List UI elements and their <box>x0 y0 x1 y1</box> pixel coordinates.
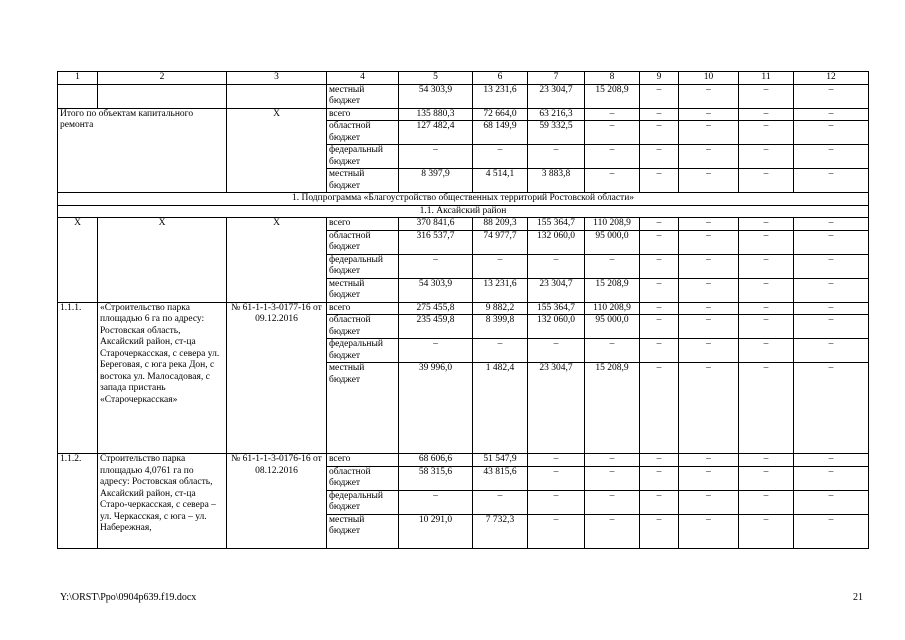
value-cell: 132 060,0 <box>528 230 585 254</box>
value-cell: – <box>739 230 794 254</box>
value-cell: 23 304,7 <box>528 278 585 302</box>
value-cell: 15 208,9 <box>585 363 640 454</box>
value-cell: – <box>640 363 679 454</box>
value-cell: – <box>794 230 869 254</box>
row-label: областной бюджет <box>327 315 399 339</box>
value-cell: – <box>679 514 739 548</box>
empty-cell <box>58 84 98 108</box>
object-number: 1.1.2. <box>58 454 98 549</box>
value-cell: – <box>585 145 640 169</box>
column-header: 4 <box>327 72 399 85</box>
value-cell: – <box>528 339 585 363</box>
value-cell: – <box>679 490 739 514</box>
value-cell: 3 883,8 <box>528 169 585 193</box>
value-cell: – <box>640 454 679 467</box>
value-cell: – <box>473 254 528 278</box>
value-cell: – <box>399 490 473 514</box>
value-cell: – <box>794 254 869 278</box>
row-label: областной бюджет <box>327 121 399 145</box>
value-cell: – <box>679 218 739 231</box>
value-cell: 23 304,7 <box>528 84 585 108</box>
row-label: всего <box>327 454 399 467</box>
value-cell: 39 996,0 <box>399 363 473 454</box>
object-name: «Строительство парка площадью 6 га по адресу: Ростовская область, Аксайский район, ст-ца Старочеркасская, с севера ул. Береговая, с юга река Дон, с востока ул. Малосадовая, с запада пристань «Старочеркасская» <box>98 302 227 454</box>
object-number: 1.1.1. <box>58 302 98 454</box>
value-cell: – <box>585 108 640 121</box>
value-cell: – <box>640 121 679 145</box>
row-label: областной бюджет <box>327 466 399 490</box>
value-cell: – <box>679 363 739 454</box>
row-label: федеральный бюджет <box>327 254 399 278</box>
value-cell: 155 364,7 <box>528 218 585 231</box>
value-cell: – <box>473 490 528 514</box>
column-header: 7 <box>528 72 585 85</box>
value-cell: – <box>794 490 869 514</box>
value-cell: – <box>640 339 679 363</box>
value-cell: – <box>739 121 794 145</box>
value-cell: – <box>640 218 679 231</box>
value-cell: – <box>585 254 640 278</box>
total-title: Итого по объектам капитального ремонта <box>58 108 227 193</box>
value-cell: – <box>739 278 794 302</box>
value-cell: – <box>794 121 869 145</box>
value-cell: – <box>739 490 794 514</box>
row-label: всего <box>327 218 399 231</box>
value-cell: – <box>640 169 679 193</box>
value-cell: 54 303,9 <box>399 278 473 302</box>
value-cell: 4 514,1 <box>473 169 528 193</box>
column-header: 5 <box>399 72 473 85</box>
value-cell: – <box>794 302 869 315</box>
value-cell: – <box>640 108 679 121</box>
value-cell: 132 060,0 <box>528 315 585 339</box>
value-cell: – <box>679 302 739 315</box>
table-row <box>58 218 869 231</box>
value-cell: – <box>640 145 679 169</box>
column-header: 2 <box>98 72 227 85</box>
value-cell: – <box>640 315 679 339</box>
value-cell: 135 880,3 <box>399 108 473 121</box>
value-cell: – <box>640 278 679 302</box>
value-cell: – <box>739 145 794 169</box>
value-cell: 235 459,8 <box>399 315 473 339</box>
value-cell: – <box>399 254 473 278</box>
row-label: местный бюджет <box>327 278 399 302</box>
value-cell: – <box>640 254 679 278</box>
value-cell: – <box>739 363 794 454</box>
object-document: № 61-1-1-3-0176-16 от 08.12.2016 <box>227 454 327 549</box>
value-cell: – <box>679 84 739 108</box>
value-cell: 7 732,3 <box>473 514 528 548</box>
table-row <box>58 302 869 315</box>
value-cell: – <box>679 278 739 302</box>
section-row <box>58 205 869 218</box>
value-cell: – <box>679 466 739 490</box>
page-number: 21 <box>853 592 863 603</box>
row-label: местный бюджет <box>327 169 399 193</box>
value-cell: 95 000,0 <box>585 230 640 254</box>
value-cell: – <box>794 339 869 363</box>
column-header: 1 <box>58 72 98 85</box>
value-cell: – <box>528 254 585 278</box>
value-cell: – <box>739 218 794 231</box>
value-cell: – <box>528 454 585 467</box>
column-header: 10 <box>679 72 739 85</box>
value-cell: – <box>679 339 739 363</box>
row-label: областной бюджет <box>327 230 399 254</box>
value-cell: 8 397,9 <box>399 169 473 193</box>
value-cell: – <box>739 84 794 108</box>
row-label: федеральный бюджет <box>327 339 399 363</box>
row-label: местный бюджет <box>327 514 399 548</box>
value-cell: 155 364,7 <box>528 302 585 315</box>
value-cell: 74 977,7 <box>473 230 528 254</box>
value-cell: 54 303,9 <box>399 84 473 108</box>
value-cell: – <box>739 315 794 339</box>
empty-cell <box>227 84 327 108</box>
value-cell: 110 208,9 <box>585 218 640 231</box>
value-cell: 68 606,6 <box>399 454 473 467</box>
empty-cell <box>98 84 227 108</box>
value-cell: – <box>585 514 640 548</box>
value-cell: 23 304,7 <box>528 363 585 454</box>
section-row <box>58 193 869 206</box>
budget-table <box>57 71 869 549</box>
row-label: всего <box>327 302 399 315</box>
value-cell: – <box>794 145 869 169</box>
value-cell: – <box>794 315 869 339</box>
row-label: всего <box>327 108 399 121</box>
value-cell: – <box>528 490 585 514</box>
value-cell: – <box>473 339 528 363</box>
value-cell: – <box>473 145 528 169</box>
value-cell: 9 882,2 <box>473 302 528 315</box>
value-cell: – <box>640 490 679 514</box>
table-row <box>58 84 869 108</box>
column-header: 6 <box>473 72 528 85</box>
column-header: 12 <box>794 72 869 85</box>
value-cell: – <box>794 454 869 467</box>
value-cell: – <box>679 169 739 193</box>
value-cell: – <box>794 363 869 454</box>
table-row <box>58 454 869 467</box>
value-cell: – <box>739 466 794 490</box>
value-cell: – <box>528 466 585 490</box>
total-marker: Х <box>227 108 327 193</box>
value-cell: 13 231,6 <box>473 278 528 302</box>
value-cell: – <box>585 121 640 145</box>
value-cell: – <box>640 466 679 490</box>
value-cell: 95 000,0 <box>585 315 640 339</box>
value-cell: – <box>794 108 869 121</box>
value-cell: – <box>640 302 679 315</box>
value-cell: 15 208,9 <box>585 278 640 302</box>
value-cell: – <box>528 145 585 169</box>
value-cell: – <box>585 454 640 467</box>
value-cell: 63 216,3 <box>528 108 585 121</box>
value-cell: – <box>739 454 794 467</box>
column-header: 9 <box>640 72 679 85</box>
value-cell: – <box>794 278 869 302</box>
value-cell: 370 841,6 <box>399 218 473 231</box>
marker-cell: Х <box>98 218 227 303</box>
value-cell: 43 815,6 <box>473 466 528 490</box>
marker-cell: Х <box>58 218 98 303</box>
value-cell: – <box>585 339 640 363</box>
value-cell: – <box>794 169 869 193</box>
value-cell: 72 664,0 <box>473 108 528 121</box>
value-cell: 8 399,8 <box>473 315 528 339</box>
value-cell: – <box>679 145 739 169</box>
file-path: Y:\ORST\Ppo\0904p639.f19.docx <box>60 592 197 603</box>
value-cell: 58 315,6 <box>399 466 473 490</box>
value-cell: 88 209,3 <box>473 218 528 231</box>
value-cell: – <box>399 339 473 363</box>
value-cell: – <box>679 230 739 254</box>
district-title: 1.1. Аксайский район <box>58 205 869 218</box>
value-cell: 59 332,5 <box>528 121 585 145</box>
column-header: 3 <box>227 72 327 85</box>
value-cell: – <box>679 454 739 467</box>
row-label: федеральный бюджет <box>327 490 399 514</box>
value-cell: – <box>739 514 794 548</box>
value-cell: 316 537,7 <box>399 230 473 254</box>
value-cell: – <box>679 108 739 121</box>
value-cell: 275 455,8 <box>399 302 473 315</box>
value-cell: – <box>640 84 679 108</box>
value-cell: – <box>739 254 794 278</box>
value-cell: – <box>585 169 640 193</box>
row-label: местный бюджет <box>327 363 399 454</box>
value-cell: – <box>794 218 869 231</box>
value-cell: – <box>679 254 739 278</box>
table-row <box>58 108 869 121</box>
column-header: 8 <box>585 72 640 85</box>
value-cell: – <box>640 514 679 548</box>
value-cell: 13 231,6 <box>473 84 528 108</box>
row-label: местный бюджет <box>327 84 399 108</box>
value-cell: – <box>679 315 739 339</box>
section-title: 1. Подпрограмма «Благоустройство общественных территорий Ростовской области» <box>58 193 869 206</box>
value-cell: 110 208,9 <box>585 302 640 315</box>
value-cell: – <box>585 490 640 514</box>
object-document: № 61-1-1-3-0177-16 от 09.12.2016 <box>227 302 327 454</box>
value-cell: 15 208,9 <box>585 84 640 108</box>
header-row <box>58 72 869 85</box>
value-cell: – <box>794 514 869 548</box>
row-label: федеральный бюджет <box>327 145 399 169</box>
value-cell: 127 482,4 <box>399 121 473 145</box>
value-cell: – <box>528 514 585 548</box>
value-cell: – <box>794 84 869 108</box>
value-cell: – <box>794 466 869 490</box>
value-cell: – <box>739 108 794 121</box>
object-name: Строительство парка площадью 4,0761 га по адресу: Ростовская область, Аксайский район, ст-ца Старо-черкасская, с севера – ул. Черкасская, с юга – ул. Набережная, <box>98 454 227 549</box>
value-cell: – <box>399 145 473 169</box>
value-cell: – <box>739 169 794 193</box>
value-cell: – <box>739 339 794 363</box>
value-cell: 68 149,9 <box>473 121 528 145</box>
column-header: 11 <box>739 72 794 85</box>
marker-cell: Х <box>227 218 327 303</box>
value-cell: – <box>640 230 679 254</box>
value-cell: 51 547,9 <box>473 454 528 467</box>
value-cell: – <box>585 466 640 490</box>
value-cell: – <box>739 302 794 315</box>
value-cell: 10 291,0 <box>399 514 473 548</box>
value-cell: – <box>679 121 739 145</box>
value-cell: 1 482,4 <box>473 363 528 454</box>
